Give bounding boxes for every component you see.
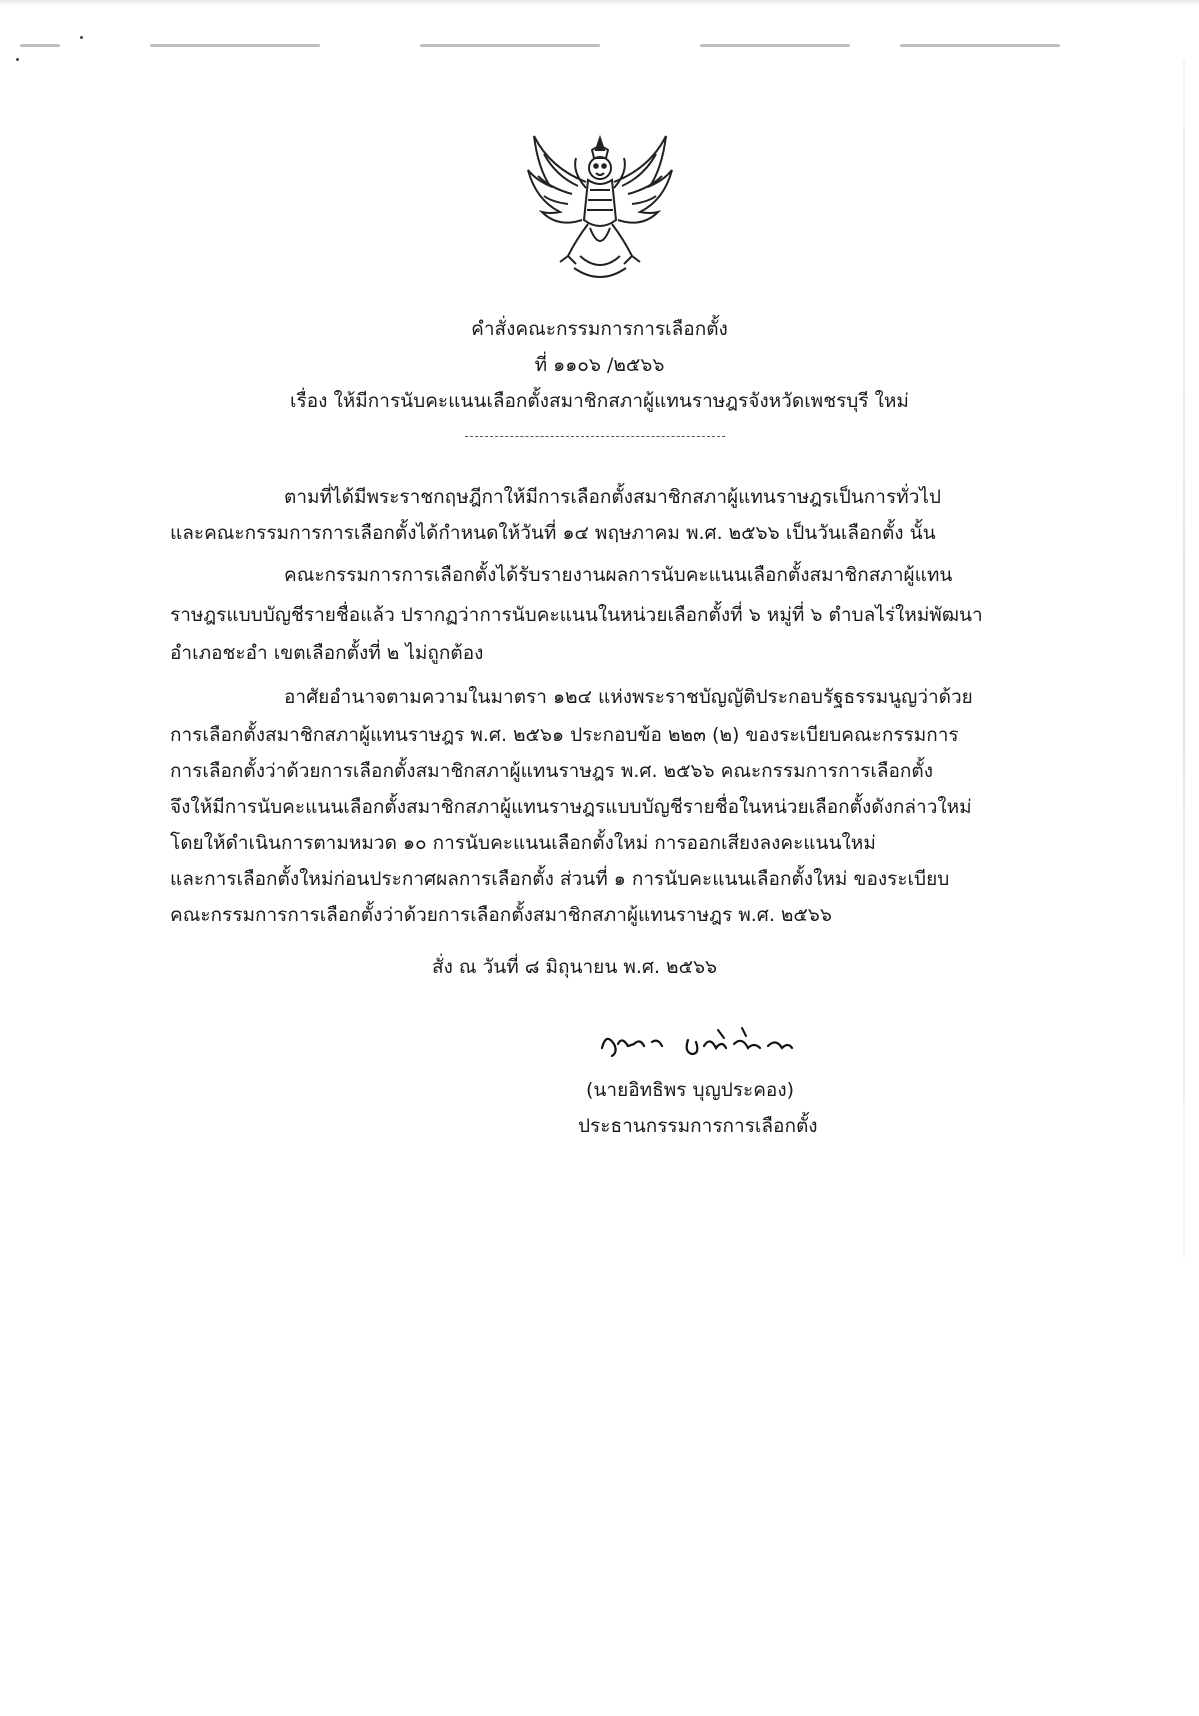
paragraph-line: ตามที่ได้มีพระราชกฤษฎีกาให้มีการเลือกตั้งสมาชิกสภาผู้แทนราษฎรเป็นการทั่วไป (284, 486, 941, 508)
subject-line: เรื่อง ให้มีการนับคะแนนเลือกตั้งสมาชิกสภาผู้แทนราษฎรจังหวัดเพชรบุรี ใหม่ (290, 390, 909, 412)
paragraph-line: จึงให้มีการนับคะแนนเลือกตั้งสมาชิกสภาผู้แทนราษฎรแบบบัญชีรายชื่อในหน่วยเลือกตั้งดังกล่าวใหม่ (170, 796, 972, 818)
paragraph-line: และคณะกรรมการการเลือกตั้งได้กำหนดให้วันที่ ๑๔ พฤษภาคม พ.ศ. ๒๕๖๖ เป็นวันเลือกตั้ง นั้น (170, 522, 936, 544)
scan-streak (150, 44, 320, 47)
document-title: คำสั่งคณะกรรมการการเลือกตั้ง (471, 318, 728, 340)
paragraph-line: อาศัยอำนาจตามความในมาตรา ๑๒๔ แห่งพระราชบัญญัติประกอบรัฐธรรมนูญว่าด้วย (284, 686, 973, 708)
paragraph-line: คณะกรรมการการเลือกตั้งได้รับรายงานผลการนับคะแนนเลือกตั้งสมาชิกสภาผู้แทน (284, 564, 953, 586)
paragraph-line: การเลือกตั้งว่าด้วยการเลือกตั้งสมาชิกสภาผู้แทนราษฎร พ.ศ. ๒๕๖๖ คณะกรรมการการเลือกตั้ง (170, 760, 934, 782)
paragraph-line: โดยให้ดำเนินการตามหมวด ๑๐ การนับคะแนนเลือกตั้งใหม่ การออกเสียงลงคะแนนใหม่ (170, 832, 876, 854)
signer-title: ประธานกรรมการการเลือกตั้ง (578, 1115, 818, 1137)
order-number: ที่ ๑๑๐๖ /๒๕๖๖ (534, 354, 665, 376)
scan-streak (20, 44, 60, 47)
divider (465, 436, 725, 437)
paragraph-line: การเลือกตั้งสมาชิกสภาผู้แทนราษฎร พ.ศ. ๒๕๖๑ ประกอบข้อ ๒๒๓ (๒) ของระเบียบคณะกรรมการ (170, 724, 959, 746)
paragraph-line: ราษฎรแบบบัญชีรายชื่อแล้ว ปรากฏว่าการนับคะแนนในหน่วยเลือกตั้งที่ ๖ หมู่ที่ ๖ ตำบลไร่ใหม่พัฒนา (170, 604, 983, 626)
garuda-emblem-icon (520, 128, 680, 288)
paragraph-line: และการเลือกตั้งใหม่ก่อนประกาศผลการเลือกตั้ง ส่วนที่ ๑ การนับคะแนนเลือกตั้งใหม่ ของระเบียบ (170, 868, 950, 890)
scan-streak (900, 44, 1060, 47)
scan-streak (420, 44, 600, 47)
scan-dot (80, 36, 83, 39)
signer-name: (นายอิทธิพร บุญประคอง) (586, 1079, 795, 1101)
signature-icon (592, 1018, 802, 1066)
scan-edge (0, 0, 1199, 6)
scan-streak (700, 44, 850, 47)
paragraph-line: อำเภอชะอำ เขตเลือกตั้งที่ ๒ ไม่ถูกต้อง (170, 642, 484, 664)
date-line: สั่ง ณ วันที่ ๘ มิถุนายน พ.ศ. ๒๕๖๖ (432, 956, 718, 978)
scan-edge (1183, 60, 1185, 1260)
paragraph-line: คณะกรรมการการเลือกตั้งว่าด้วยการเลือกตั้งสมาชิกสภาผู้แทนราษฎร พ.ศ. ๒๕๖๖ (170, 904, 832, 926)
scan-dot (16, 58, 19, 61)
